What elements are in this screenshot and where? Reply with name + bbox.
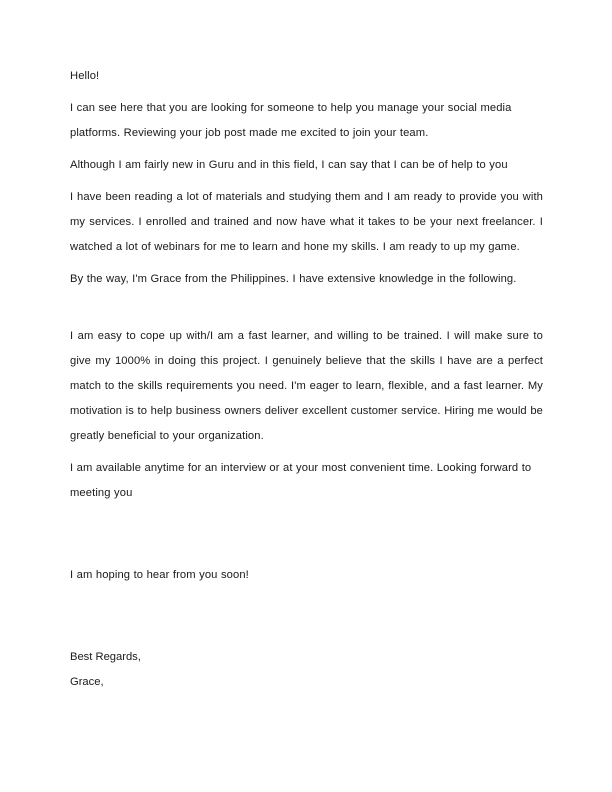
paragraph-skills-pitch: I am easy to cope up with/I am a fast learner, and willing to be trained. I will make sure to give my 1000% in doing this project. I genuinely believe that the skills I have are a perfect match to the skills requirements you need. I'm eager to learn, flexible, and a fast learner. My motivation is to help business owners deliver excellent customer service. Hiring me would be greatly beneficial to your organization. (70, 330, 543, 442)
blank-line-spacer-1 (70, 299, 543, 324)
paragraph-introduction-name: By the way, I'm Grace from the Philippines. I have extensive knowledge in the following. (70, 273, 517, 285)
signature-name: Grace, (70, 676, 104, 688)
blank-line-spacer-3 (70, 595, 543, 645)
paragraph-availability: I am available anytime for an interview or at your most convenient time. Looking forward to meeting you (70, 462, 532, 499)
signature-closing: Best Regards, (70, 651, 141, 663)
paragraph-new-to-guru: Although I am fairly new in Guru and in this field, I can say that I can be of help to you (70, 159, 508, 171)
paragraph-closing-hope: I am hoping to hear from you soon! (70, 569, 249, 581)
paragraph-intro: I can see here that you are looking for someone to help you manage your social media platforms. Reviewing your job post made me excited to join your team. (70, 102, 512, 139)
greeting-line: Hello! (70, 70, 100, 82)
letter-body (70, 64, 543, 695)
blank-line-spacer-2 (70, 513, 543, 563)
paragraph-preparation: I have been reading a lot of materials and studying them and I am ready to provide you with my services. I enrolled and trained and now have what it takes to be your next freelancer. I watched a lot of webinars for me to learn and hone my skills. I am ready to up my game. (70, 191, 543, 253)
